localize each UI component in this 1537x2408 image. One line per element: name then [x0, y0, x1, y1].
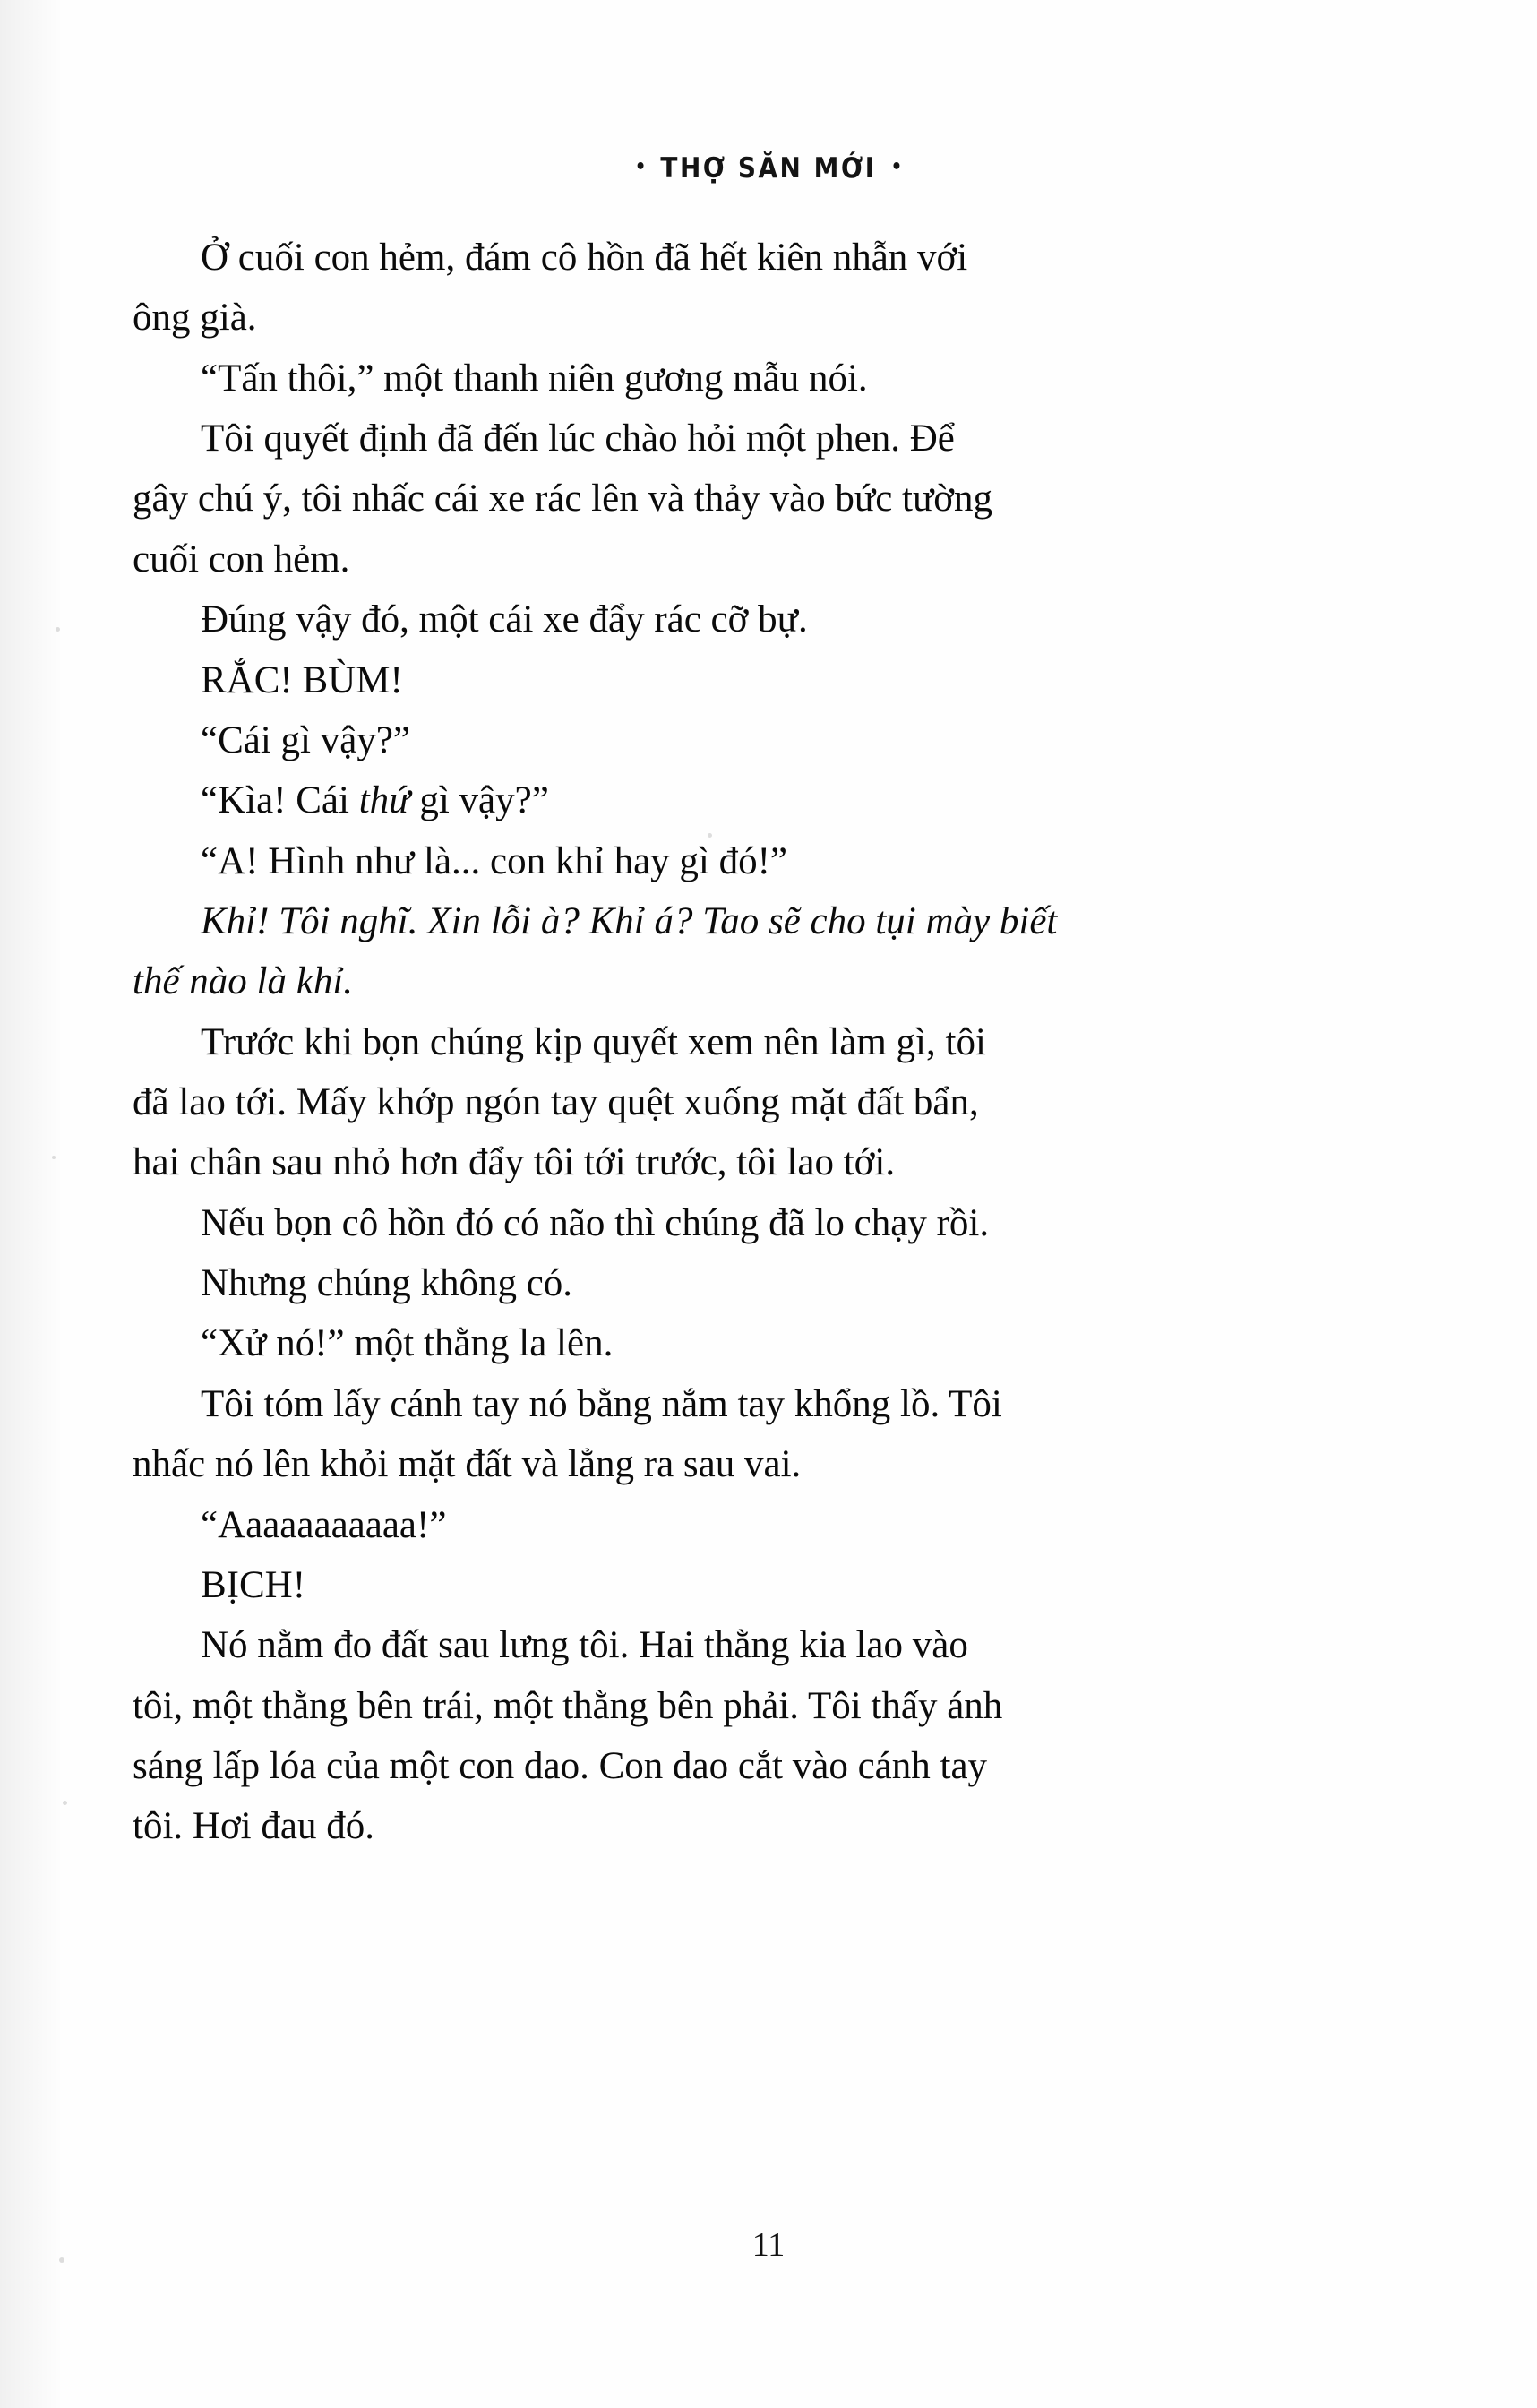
body-paragraph-line: sáng lấp lóa của một con dao. Con dao cắt vào cánh tay [133, 1744, 988, 1787]
page-number: 11 [751, 2226, 786, 2264]
body-paragraph-line: Tôi quyết định đã đến lúc chào hỏi một phen. Để [201, 417, 955, 460]
body-paragraph-line: hai chân sau nhỏ hơn đẩy tôi tới trước, tôi lao tới. [133, 1141, 896, 1184]
ornament-dot-left: • [634, 156, 647, 178]
body-paragraph-line: tôi. Hơi đau đó. [133, 1805, 374, 1848]
page-gutter-shading [0, 0, 63, 2408]
body-paragraph-line: Tôi tóm lấy cánh tay nó bằng nắm tay khổng lồ. Tôi [201, 1382, 1002, 1425]
scan-speck [63, 1801, 67, 1805]
body-paragraph-line: nhấc nó lên khỏi mặt đất và lẳng ra sau vai. [133, 1443, 802, 1486]
running-head-title: THỢ SĂN MỚI [660, 152, 877, 185]
body-paragraph-line: Nhưng chúng không có. [201, 1262, 573, 1305]
body-paragraph-line: BỊCH! [201, 1563, 306, 1606]
body-paragraph-line: cuối con hẻm. [133, 538, 350, 580]
body-paragraph-line: “A! Hình như là... con khỉ hay gì đó!” [201, 839, 788, 882]
body-paragraph-line: “Xử nó!” một thằng la lên. [201, 1322, 614, 1365]
body-paragraph-line: “Kìa! Cái thứ gì vậy?” [201, 779, 549, 822]
body-paragraph-line: “Tấn thôi,” một thanh niên gương mẫu nói. [201, 357, 868, 400]
ornament-dot-right: • [890, 156, 903, 178]
body-text [133, 228, 1387, 1858]
body-paragraph-line: Ở cuối con hẻm, đám cô hồn đã hết kiên nhẫn với [201, 236, 968, 279]
body-paragraph-line: Đúng vậy đó, một cái xe đẩy rác cỡ bự. [201, 598, 808, 641]
body-paragraph-line: Nó nằm đo đất sau lưng tôi. Hai thằng kia lao vào [201, 1624, 968, 1667]
body-paragraph-line: thế nào là khỉ. [133, 960, 354, 1003]
scan-speck [56, 627, 60, 632]
body-paragraph-line: gây chú ý, tôi nhấc cái xe rác lên và thảy vào bức tường [133, 477, 993, 520]
running-head [0, 152, 1537, 185]
body-paragraph-line: tôi, một thằng bên trái, một thằng bên phải. Tôi thấy ánh [133, 1684, 1003, 1727]
body-paragraph-line: RẮC! BÙM! [201, 658, 403, 701]
body-paragraph-line: đã lao tới. Mấy khớp ngón tay quệt xuống mặt đất bẩn, [133, 1081, 979, 1124]
body-paragraph-line: ông già. [133, 297, 257, 340]
body-paragraph-line: Trước khi bọn chúng kịp quyết xem nên làm gì, tôi [201, 1020, 986, 1063]
body-paragraph-line: “Cái gì vậy?” [201, 718, 411, 761]
scan-speck [52, 1156, 56, 1159]
body-paragraph-line: Nếu bọn cô hồn đó có não thì chúng đã lo chạy rồi. [201, 1201, 990, 1244]
emphasis-word: thứ [358, 779, 410, 822]
body-paragraph-line: “Aaaaaaaaaaa!” [201, 1503, 447, 1546]
body-paragraph-line: Khỉ! Tôi nghĩ. Xin lỗi à? Khỉ á? Tao sẽ cho tụi mày biết [201, 899, 1058, 942]
